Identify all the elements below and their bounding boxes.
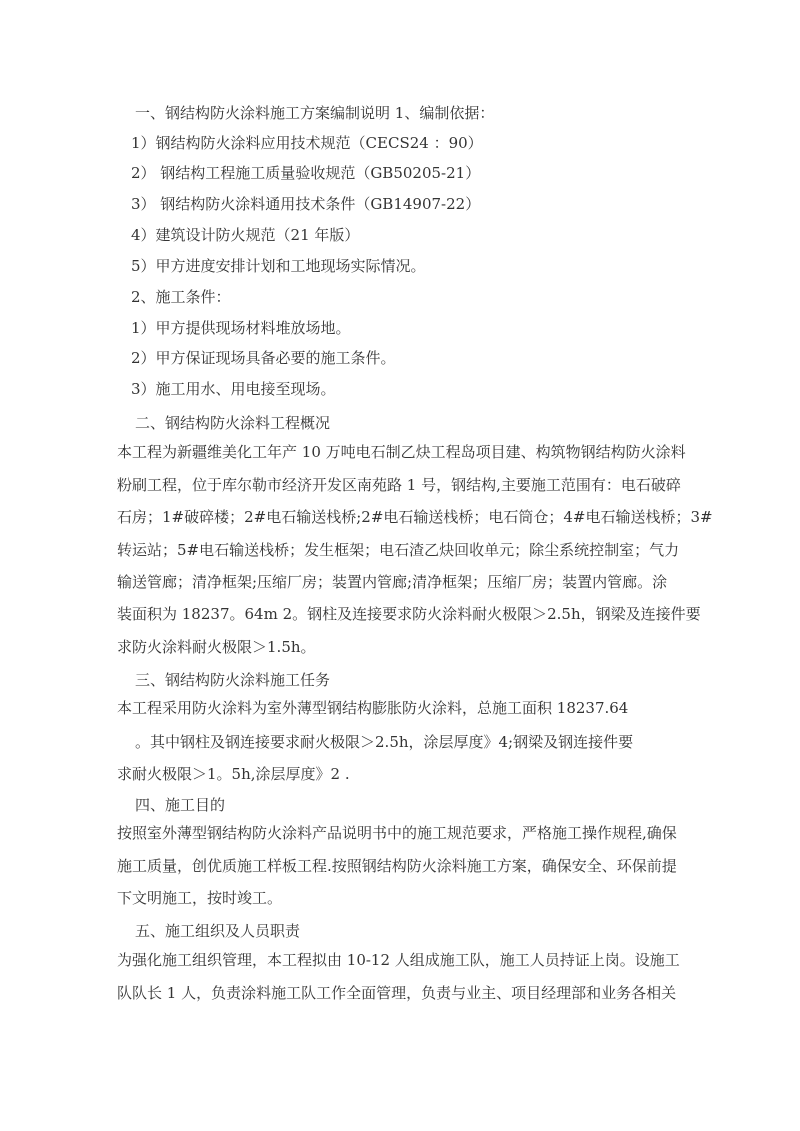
section-5-title: 五、施工组织及人员职责 [135,922,301,940]
conditions-title: 2、施工条件： [131,288,231,306]
section-2-line-4: 转运站；5#电石输送栈桥；发生框架；电石渣乙炔回收单元；除尘系统控制室；气力 [117,541,680,559]
section-4-line-2: 施工质量，创优质施工样板工程.按照钢结构防火涂料施工方案，确保安全、环保前提 [117,857,677,875]
section-3-line-1: 本工程采用防火涂料为室外薄型钢结构膨胀防火涂料，总施工面积 18237.64 [117,699,629,717]
section-3-title: 三、钢结构防火涂料施工任务 [135,671,331,689]
section-3-line-2: 。其中钢柱及钢连接要求耐火极限＞2.5h，涂层厚度》4;钢梁及钢连接件要 [135,733,634,751]
section-5-line-1: 为强化施工组织管理，本工程拟由 10-12 人组成施工队，施工人员持证上岗。设施工 [117,951,680,969]
section-4-line-1: 按照室外薄型钢结构防火涂料产品说明书中的施工规范要求，严格施工操作规程,确保 [117,824,677,842]
section-2-line-3: 石房；1#破碎楼；2#电石输送栈桥;2#电石输送栈桥；电石筒仓；4#电石输送栈桥；3# [117,508,713,526]
condition-item-1: 1）甲方提供现场材料堆放场地。 [131,319,351,337]
section-1-title: 一、钢结构防火涂料施工方案编制说明 1、编制依据： [135,104,495,122]
section-4-title: 四、施工目的 [135,796,226,814]
section-2-line-6: 装面积为 18237。64m 2。钢柱及连接要求防火涂料耐火极限＞2.5h，钢梁及连接件要 [117,605,701,623]
section-2-line-5: 输送管廊；清净框架;压缩厂房；装置内管廊;清净框架；压缩厂房；装置内管廊。涂 [117,573,668,591]
basis-item-3: 3） 钢结构防火涂料通用技术条件（GB14907-22） [131,195,481,213]
basis-item-5: 5）甲方进度安排计划和工地现场实际情况。 [131,257,426,275]
basis-item-2: 2） 钢结构工程施工质量验收规范（GB50205-21） [131,164,481,182]
section-5-line-2: 队队长 1 人，负责涂料施工队工作全面管理，负责与业主、项目经理部和业务各相关 [117,984,677,1002]
condition-item-3: 3）施工用水、用电接至现场。 [131,380,336,398]
section-4-line-3: 下文明施工，按时竣工。 [117,889,283,907]
basis-item-1: 1）钢结构防火涂料应用技术规范（CECS24 ：90） [131,134,483,152]
section-2-title: 二、钢结构防火涂料工程概况 [135,414,331,432]
basis-item-4: 4）建筑设计防火规范（21 年版） [131,226,360,244]
section-3-line-3: 求耐火极限＞1。5h,涂层厚度》2 . [117,765,350,783]
section-2-line-1: 本工程为新疆维美化工年产 10 万吨电石制乙炔工程岛项目建、构筑物钢结构防火涂料 [117,443,686,461]
section-2-line-2: 粉刷工程，位于库尔勒市经济开发区南苑路 1 号，钢结构,主要施工范围有：电石破碎 [117,476,681,494]
condition-item-2: 2）甲方保证现场具备必要的施工条件。 [131,349,396,367]
section-2-line-7: 求防火涂料耐火极限＞1.5h。 [117,638,316,656]
